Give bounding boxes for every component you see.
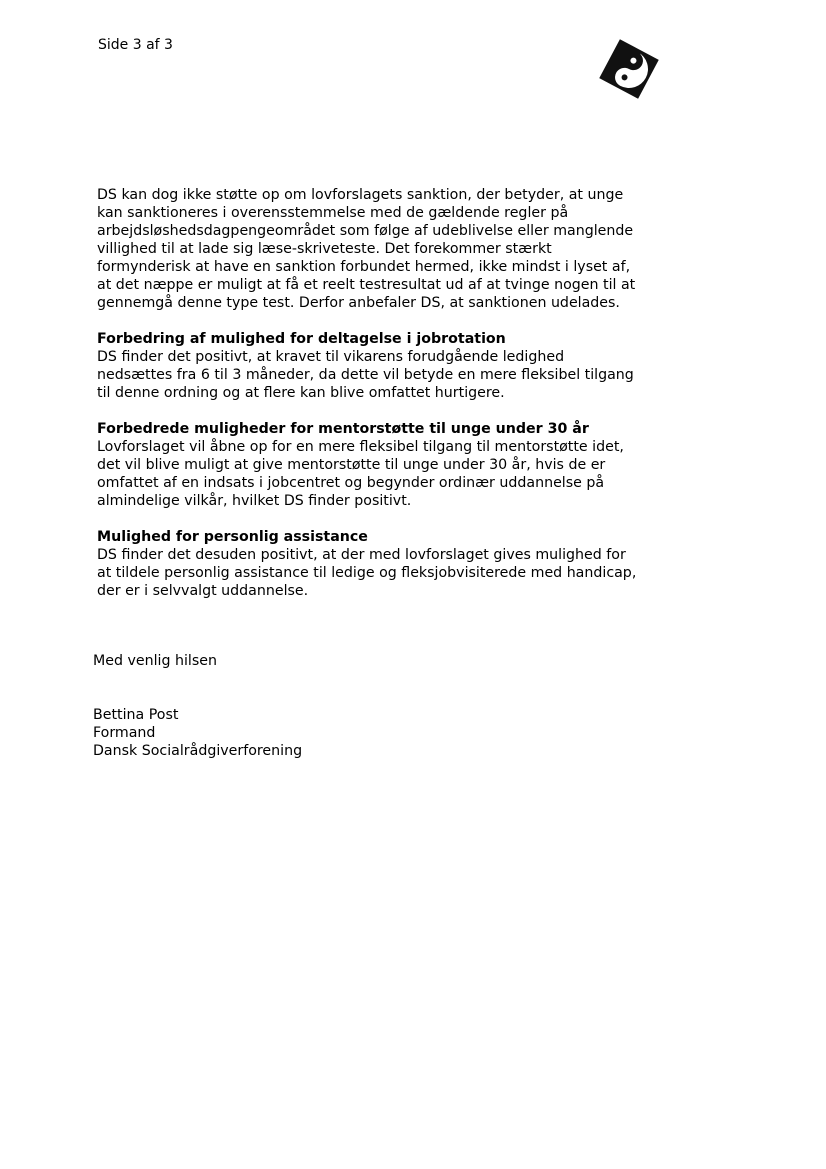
letter-body — [97, 186, 642, 618]
organization-name: Dansk Socialrådgiverforening — [93, 743, 303, 759]
section-mentorstotte — [97, 420, 642, 510]
section-heading: Mulighed for personlig assistance — [97, 529, 368, 545]
section-personlig-assistance — [97, 528, 642, 600]
page-number: Side 3 af 3 — [98, 37, 173, 53]
section-text: DS finder det desuden positivt, at der med lovforslaget gives mulighed for at tildele personlig assistance til ledige og fleksjobvisiterede med handicap, der er i selvvalgt uddannelse. — [97, 547, 637, 599]
section-text: DS finder det positivt, at kravet til vikarens forudgående ledighed nedsættes fra 6 til 3 måneder, da dette vil betyde en mere fleksibel tilgang til denne ordning og at flere kan blive omfattet hurtigere. — [97, 349, 634, 401]
signatory-title: Formand — [93, 725, 156, 741]
section-jobrotation — [97, 330, 642, 402]
signatory-name: Bettina Post — [93, 707, 179, 723]
section-text: Lovforslaget vil åbne op for en mere fleksibel tilgang til mentorstøtte idet, det vil blive muligt at give mentorstøtte til unge under 30 år, hvis de er omfattet af en indsats i jobcentret og begynder ordinær uddannelse på almindelige vilkår, hvilket DS finder positivt. — [97, 439, 624, 509]
closing-greeting: Med venlig hilsen — [93, 653, 217, 669]
signature-block — [93, 706, 302, 760]
section-heading: Forbedrede muligheder for mentorstøtte til unge under 30 år — [97, 421, 589, 437]
ds-yin-yang-logo-icon — [598, 38, 660, 100]
intro-paragraph: DS kan dog ikke støtte op om lovforslagets sanktion, der betyder, at unge kan sanktioneres i overensstemmelse med de gældende regler på arbejdsløshedsdagpengeområdet som følge af udeblivelse eller manglende villighed til at lade sig læse-skriveteste. Det forekommer stærkt formynderisk at have en sanktion forbundet hermed, ikke mindst i lyset af, at det næppe er muligt at få et reelt testresultat ud af at tvinge nogen til at gennemgå denne type test. Derfor anbefaler DS, at sanktionen udelades. — [97, 187, 636, 311]
section-heading: Forbedring af mulighed for deltagelse i jobrotation — [97, 331, 506, 347]
